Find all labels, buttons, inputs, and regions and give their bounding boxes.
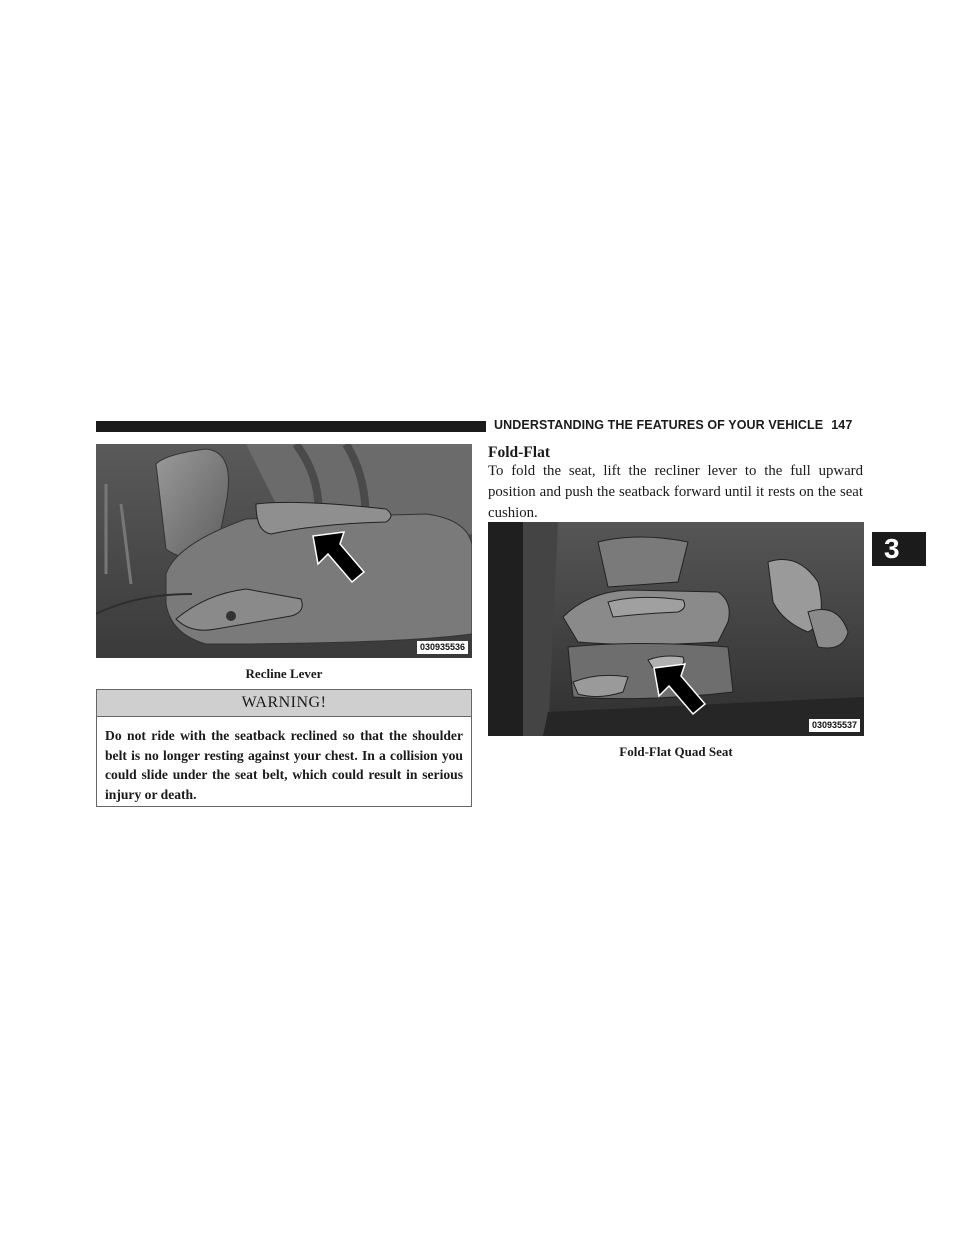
figure-caption: Recline Lever <box>245 666 323 681</box>
warning-text: Do not ride with the seatback reclined so that the shoulder belt is no longer resting against your chest. In a collision you could slide under the seat belt, which could result in serious injury or death. <box>105 728 463 802</box>
header-rule <box>96 421 486 432</box>
recline-lever-illustration <box>96 444 472 658</box>
page-header <box>494 418 852 432</box>
fold-flat-seat-illustration <box>488 522 864 736</box>
figure-id-label: 030935536 <box>417 641 468 654</box>
page-number: 147 <box>831 418 853 432</box>
warning-box <box>96 689 472 807</box>
section-title: Fold-Flat <box>488 444 550 461</box>
recline-lever-photo <box>96 444 472 658</box>
header-title: UNDERSTANDING THE FEATURES OF YOUR VEHICLE <box>494 418 824 432</box>
figure-caption: Fold-Flat Quad Seat <box>619 744 733 759</box>
figure-id-label: 030935537 <box>809 719 860 732</box>
section-body: To fold the seat, lift the recliner lever to the full upward position and push the seatback forward until it rests on the seat cushion. <box>488 463 863 521</box>
chapter-tab: 3 <box>872 532 926 566</box>
warning-heading: WARNING! <box>97 690 471 717</box>
fold-flat-quad-seat-photo <box>488 522 864 736</box>
